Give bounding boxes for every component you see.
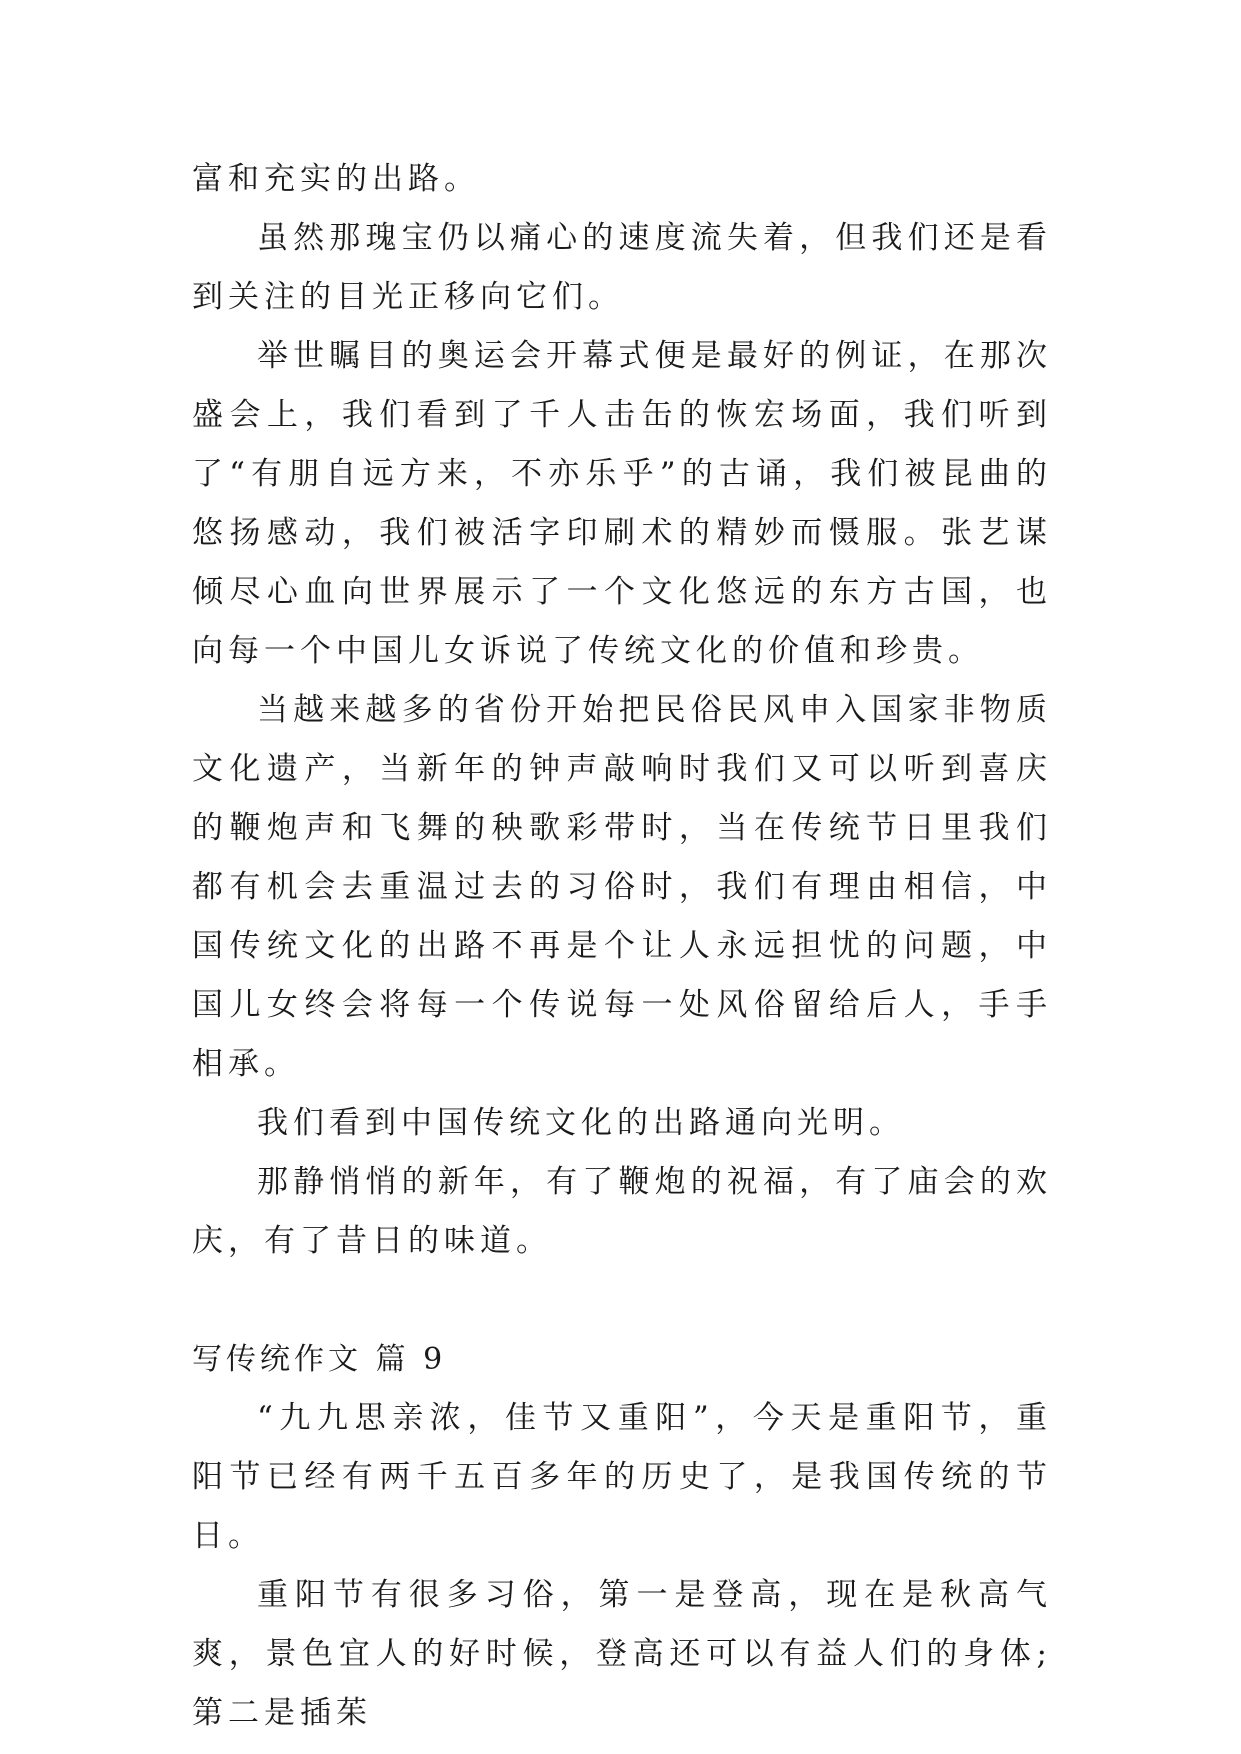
paragraph: 重阳节有很多习俗，第一是登高，现在是秋高气爽，景色宜人的好时候，登高还可以有益人们的身体;第二是插茱: [192, 1577, 1052, 1731]
paragraph: 举世瞩目的奥运会开幕式便是最好的例证，在那次盛会上，我们看到了千人击缶的恢宏场面，我们听到了“有朋自远方来，不亦乐乎”的古诵，我们被昆曲的悠扬感动，我们被活字印刷术的精妙而慑服。张艺谋倾尽心血向世界展示了一个文化悠远的东方古国，也向每一个中国儿女诉说了传统文化的价值和珍贵。: [192, 338, 1052, 669]
document-page: [192, 150, 1052, 1743]
paragraph: “九九思亲浓，佳节又重阳”，今天是重阳节，重阳节已经有两千五百多年的历史了，是我国传统的节日。: [192, 1400, 1052, 1554]
paragraph: 当越来越多的省份开始把民俗民风申入国家非物质文化遗产，当新年的钟声敲响时我们又可以听到喜庆的鞭炮声和飞舞的秧歌彩带时，当在传统节日里我们都有机会去重温过去的习俗时，我们有理由相信，中国传统文化的出路不再是个让人永远担忧的问题，中国儿女终会将每一个传说每一处风俗留给后人，手手相承。: [192, 692, 1052, 1082]
paragraph: 虽然那瑰宝仍以痛心的速度流失着，但我们还是看到关注的目光正移向它们。: [192, 220, 1052, 315]
section-heading: 写传统作文 篇 9: [192, 1342, 447, 1377]
paragraph: 那静悄悄的新年，有了鞭炮的祝福，有了庙会的欢庆，有了昔日的味道。: [192, 1164, 1052, 1259]
paragraph-continuation: 富和充实的出路。: [192, 161, 480, 197]
paragraph: 我们看到中国传统文化的出路通向光明。: [257, 1105, 905, 1141]
